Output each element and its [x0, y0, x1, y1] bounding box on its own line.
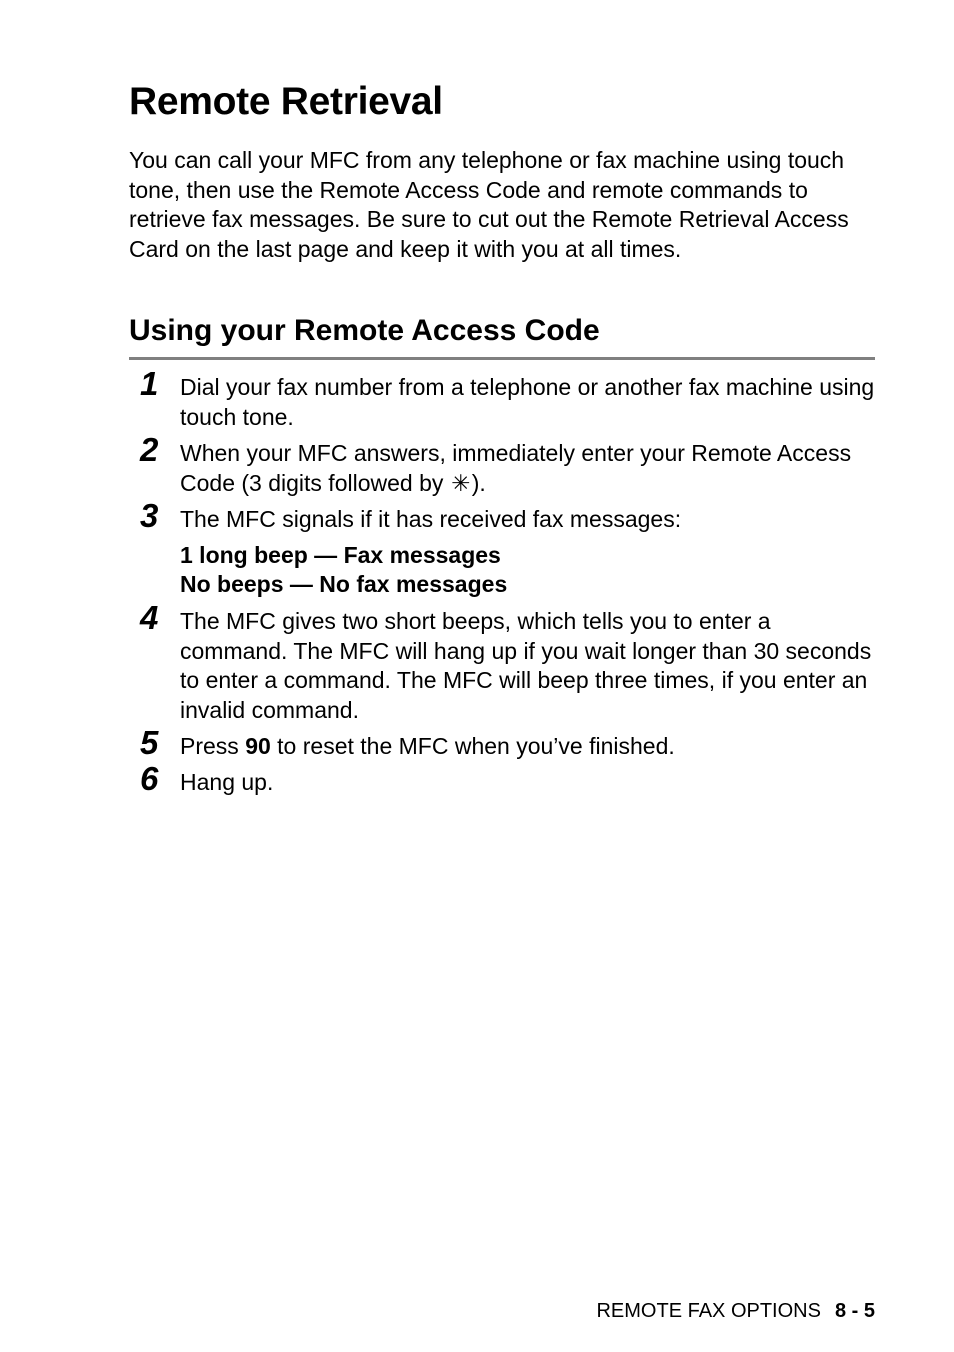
step-text-before: When your MFC answers, immediately enter your Remote Access Code (3 digits followed by [180, 440, 852, 496]
step-number: 5 [140, 724, 159, 761]
page-title: Remote Retrieval [129, 80, 443, 123]
step-number: 4 [140, 599, 159, 636]
document-page [129, 0, 875, 1352]
section-divider [129, 357, 875, 360]
key-code: 90 [245, 733, 271, 759]
step-text: Dial your fax number from a telephone or another fax machine using touch tone. [180, 374, 875, 430]
step-text: Hang up. [180, 769, 274, 795]
step-text-after: ). [471, 469, 486, 496]
step-number: 2 [140, 431, 159, 468]
step-text-block [180, 505, 876, 600]
step-text-before: Press [180, 733, 246, 759]
step-number: 1 [140, 365, 159, 402]
step-text-after: to reset the MFC when you’ve finished. [270, 733, 675, 759]
star-key-icon: ✳ [451, 469, 471, 496]
step-number: 6 [140, 760, 159, 797]
step-text: The MFC signals if it has received fax messages: [180, 506, 682, 532]
footer-page-number: 8 - 5 [834, 1300, 875, 1322]
step-text [180, 439, 876, 498]
intro-paragraph: You can call your MFC from any telephone or fax machine using touch tone, then use the Remote Access Code and remote commands to retrieve fax messages. Be sure to cut out the Remote Retrieval Access Card on the last page and keep it with you at all times. [129, 147, 849, 262]
page-footer [596, 1300, 875, 1323]
signal-no-beeps: No beeps — No fax messages [180, 571, 508, 597]
step-number: 3 [140, 497, 159, 534]
section-title: Using your Remote Access Code [129, 314, 600, 347]
footer-section-title: REMOTE FAX OPTIONS [596, 1300, 821, 1322]
signal-long-beep: 1 long beep — Fax messages [180, 541, 501, 568]
step-text [180, 732, 876, 762]
step-text: The MFC gives two short beeps, which tells you to enter a command. The MFC will hang up if you wait longer than 30 seconds to enter a command. The MFC will beep three times, if you enter an invalid command. [180, 608, 872, 723]
